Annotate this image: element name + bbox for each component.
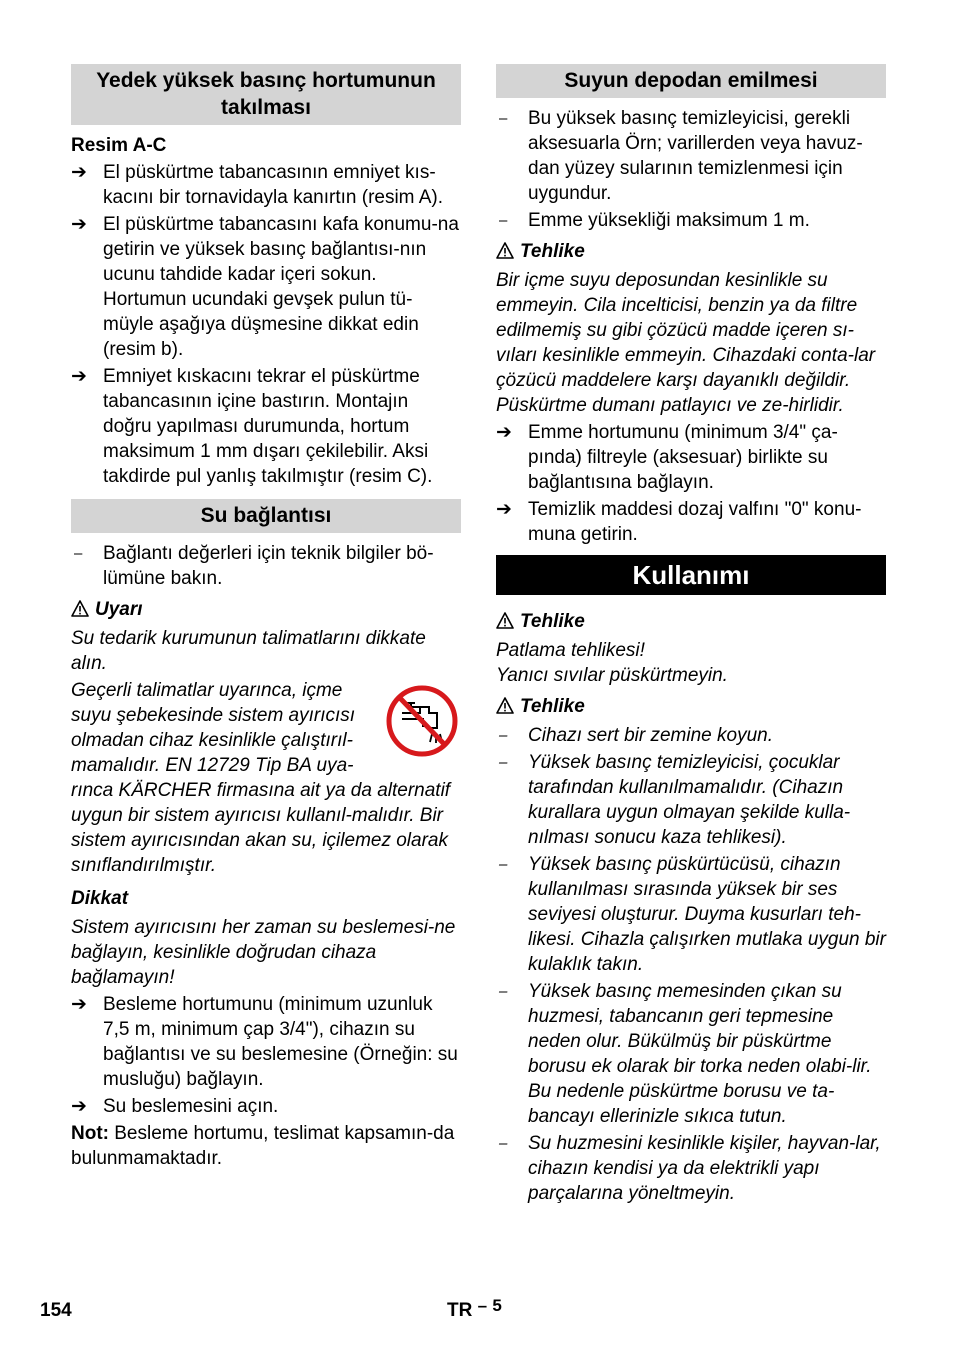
dash-icon: –: [499, 983, 508, 1000]
dash-icon: –: [74, 545, 83, 562]
dash-icon: –: [499, 727, 508, 744]
list-item: ➔ Temizlik maddesi dozaj valfını "0" konu-muna getirin.: [496, 499, 862, 545]
section-title-suction: Suyun depodan emilmesi: [496, 64, 886, 98]
arrow-icon: ➔: [496, 422, 512, 443]
dash-icon: –: [499, 1135, 508, 1152]
arrow-icon: ➔: [71, 366, 87, 387]
list-item: – Yüksek basınç memesinden çıkan su huzmesi, tabancanın geri tepmesine neden olur. Bükülmüş bir püskürtme borusu ek olarak bir torka neden olabi-lir. Bu nedenle püskürtme borusu ve ta-bancayı ellerinizle sıkıca tutun.: [496, 979, 886, 1129]
danger-text: Patlama tehlikesi!: [496, 640, 645, 661]
danger-heading: Tehlike: [496, 609, 886, 634]
list-item: ➔ Besleme hortumunu (minimum uzunluk 7,5 m, minimum çap 3/4"), cihazın su bağlantısı ve su beslemesine (Örneğin: su musluğu) bağlayın.: [71, 994, 458, 1090]
right-column: [496, 64, 886, 1208]
warning-text: Geçerli talimatlar uyarınca, içme suyu şebekesinde sistem ayırıcısı olmadan cihaz kesinlikle çalıştırıl-mamalıdır. EN 12729 Tip BA uya-rınca KÄRCHER firmasına ait ya da alternatif uygun bir sistem ayırıcısı kullanıl-malıdır. Bir sistem ayırıcısından akan su, içilemez olarak sınıflandırılmıştır.: [71, 678, 461, 878]
dash-icon: –: [499, 212, 508, 229]
arrow-icon: ➔: [496, 499, 512, 520]
left-column: [71, 64, 461, 1173]
warning-triangle-icon: [496, 612, 514, 629]
list-item: ➔ Emme hortumunu (minimum 3/4" ça-pında) filtreyle (aksesuar) birlikte su bağlantısına bağlayın.: [496, 422, 838, 493]
list-item: ➔ Emniyet kıskacını tekrar el püskürtme tabancasının içine bastırın. Montajın doğru yapılması durumunda, hortum maksimum 1 mm dışarı çekilebilir. Aksi takdirde pul yanlış takılmıştır (resim C).: [71, 366, 433, 487]
arrow-icon: ➔: [71, 1096, 87, 1117]
warning-triangle-icon: [496, 242, 514, 259]
list-item: – Cihazı sert bir zemine koyun.: [496, 723, 886, 748]
danger-heading: Tehlike: [496, 239, 886, 264]
danger-heading: Tehlike: [496, 694, 886, 719]
arrow-icon: ➔: [71, 162, 87, 183]
warning-triangle-icon: [71, 600, 89, 617]
dash-icon: –: [499, 110, 508, 127]
figure-ref: Resim A-C: [71, 135, 167, 156]
list-item: ➔ Su beslemesini açın.: [71, 1096, 279, 1117]
no-drinking-water-icon: [385, 684, 459, 758]
list-item: – Bu yüksek basınç temizleyicisi, gerekli aksesuarla Örn; varillerden veya havuz-dan yüzey sularının temizlenmesi için uygundur.: [496, 106, 886, 206]
list-item: – Su huzmesini kesinlikle kişiler, hayvan-lar, cihazın kendisi ya da elektrikli yapı parçalarına yöneltmeyin.: [496, 1131, 886, 1206]
dash-icon: –: [499, 754, 508, 771]
arrow-icon: ➔: [71, 994, 87, 1015]
danger-text: Bir içme suyu deposundan kesinlikle su emmeyin. Cila incelticisi, benzin ya da filtre edilmemiş su gibi çözücü madde içeren sı-vıları kesinlikle emmeyin. Cihazdaki conta-lar çözücü maddelere karşı dayanıklı değildir. Püskürtme dumanı patlayıcı ve ze-hirlidir.: [496, 270, 876, 416]
list-item: – Yüksek basınç temizleyicisi, çocuklar tarafından kullanılmamalıdır. (Cihazın kurallara uygun olmayan şekilde kulla-nılması sonucu kaza tehlikesi).: [496, 750, 886, 850]
section-title-hose: Yedek yüksek basınç hortumunun takılması: [71, 64, 461, 125]
dash-icon: –: [499, 856, 508, 873]
arrow-icon: ➔: [71, 214, 87, 235]
list-item: – Bağlantı değerleri için teknik bilgiler bö-lümüne bakın.: [71, 541, 461, 591]
caution-heading: Dikkat: [71, 888, 129, 909]
page-number: 154: [40, 1300, 72, 1321]
warning-triangle-icon: [496, 697, 514, 714]
section-title-usage: Kullanımı: [496, 555, 886, 595]
list-item: ➔ El püskürtme tabancasını kafa konumu-na getirin ve yüksek basınç bağlantısı-nın ucunu tahdide kadar içeri sokun. Hortumun ucundaki gevşek pulun tü-müyle aşağıya düşmesine dikkat edin (resim b).: [71, 214, 459, 360]
list-item: ➔ El püskürtme tabancasının emniyet kıs-kacını bir tornavidayla kanırtın (resim A).: [71, 162, 444, 208]
list-item: – Emme yüksekliği maksimum 1 m.: [496, 208, 886, 233]
section-title-water: Su bağlantısı: [71, 499, 461, 533]
warning-text: Su tedarik kurumunun talimatlarını dikkate alın.: [71, 628, 426, 674]
caution-text: Sistem ayırıcısını her zaman su beslemesi-ne bağlayın, kesinlikle doğrudan cihaza bağlamayın!: [71, 917, 456, 988]
list-item: – Yüksek basınç püskürtücüsü, cihazın kullanılması sırasında yüksek bir ses seviyesi oluşturur. Duyma kusurları teh-likesi. Cihazla çalışırken mutlaka uygun bir kulaklık takın.: [496, 852, 886, 977]
language-page-marker: TR – 5: [447, 1296, 502, 1321]
note: Not: Besleme hortumu, teslimat kapsamın-da bulunmamaktadır.: [71, 1123, 455, 1169]
warning-heading: Uyarı: [71, 597, 461, 622]
danger-text: Yanıcı sıvılar püskürtmeyin.: [496, 665, 728, 686]
